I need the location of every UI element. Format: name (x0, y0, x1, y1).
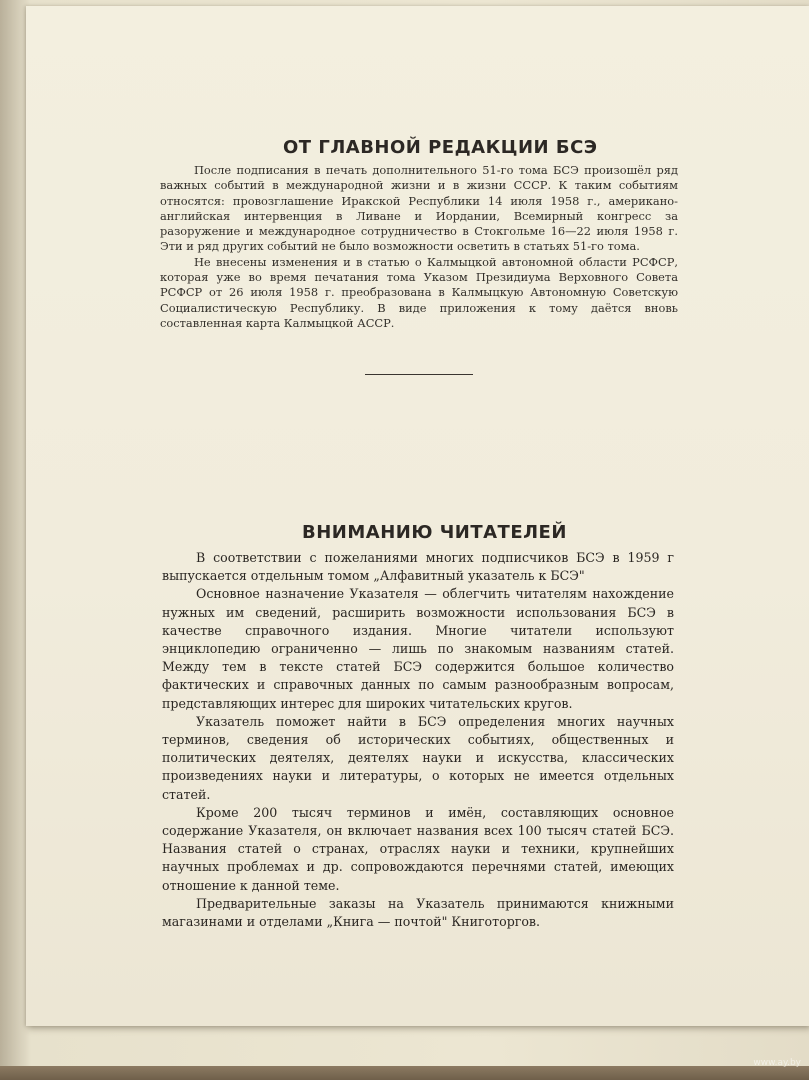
editorial-paragraph: Не внесены изменения и в статью о Калмыцкой автономной области РСФСР, которая уже во время печатания тома Указом Президиума Верховного Совета РСФСР от 26 июля 1958 г. преобразована в Калмыцкую Автономную Советскую Социалистическую Республику. В виде приложения к тому даётся вновь составленная карта Калмыцкой АССР. (160, 254, 678, 330)
readers-notice-text (162, 549, 674, 931)
editorial-paragraph: После подписания в печать дополнительного 51-го тома БСЭ произошёл ряд важных событий в международной жизни и в жизни СССР. К таким событиям относятся: провозглашение Иракской Республики 14 июля 1958 г., американо-английская интервенция в Ливане и Иордании, Всемирный конгресс за разоружение и международное сотрудничество в Стокгольме 16—22 июля 1958 г. Эти и ряд других событий не было возможности осветить в статьях 51-го тома. (160, 163, 678, 254)
readers-notice-paragraph: В соответствии с пожеланиями многих подписчиков БСЭ в 1959 г выпускается отдельным томом „Алфавитный указатель к БСЭ" (162, 550, 674, 584)
section-divider (365, 374, 473, 375)
editorial-text (160, 163, 678, 331)
watermark: www.ay.by (753, 1058, 801, 1068)
editorial-title: ОТ ГЛАВНОЙ РЕДАКЦИИ БСЭ (283, 137, 598, 158)
readers-notice-paragraph: Предварительные заказы на Указатель принимаются книжными магазинами и отделами „Книга — почтой" Книготоргов. (162, 895, 674, 930)
table-surface (0, 1066, 809, 1080)
readers-notice-paragraph: Указатель поможет найти в БСЭ определения многих научных терминов, сведения об исторических событиях, общественных и политических деятелях, деятелях науки и искусства, классических произведениях науки и литературы, о которых не имеется отдельных статей. (162, 713, 674, 802)
readers-notice-title: ВНИМАНИЮ ЧИТАТЕЛЕЙ (302, 522, 567, 543)
readers-notice-paragraph: Основное назначение Указателя — облегчить читателям нахождение нужных им сведений, расширить возможности использования БСЭ в качестве справочного издания. Многие читатели используют энциклопедию ограниченно — лишь по знакомым названиям статей. Между тем в тексте статей БСЭ содержится большое количество фактических и справочных данных по самым разнообразным вопросам, представляющих интерес для широких читательских кругов. (162, 586, 674, 711)
readers-notice-paragraph: Кроме 200 тысяч терминов и имён, составляющих основное содержание Указателя, он включает названия всех 100 тысяч статей БСЭ. Названия статей о странах, отраслях науки и техники, крупнейших научных проблемах и др. сопровождаются перечнями статей, имеющих отношение к данной теме. (162, 804, 674, 893)
